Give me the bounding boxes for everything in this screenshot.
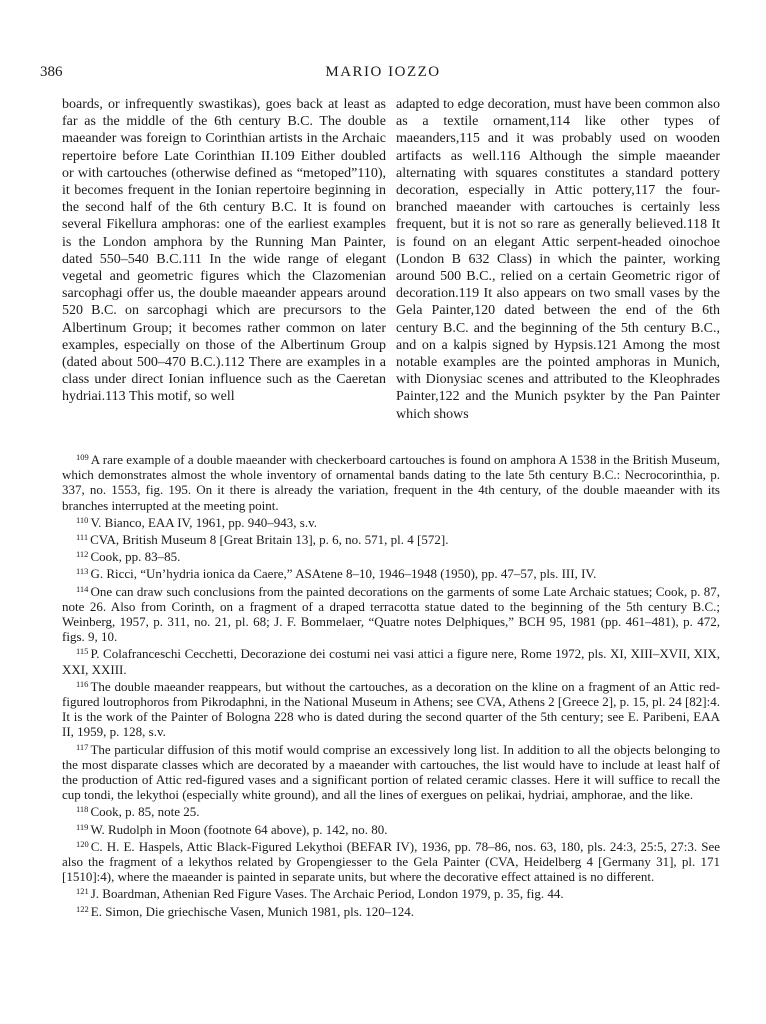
footnote-text: One can draw such conclusions from the painted decorations on the garments of some Late Archaic statues; Cook, p. 87, note 26. Also from Corinth, on a fragment of a draped terracotta statue dated to the beginning of the 5th century B.C.; Weinberg, 1957, p. 311, no. 21, pl. 68; J. F. Bommelaer, “Quatre notes Delphiques,” BCH 95, 1981 (pp. 461–481), p. 472, figs. 9, 10. xyxy=(62,583,720,645)
footnote xyxy=(62,532,720,547)
footnote xyxy=(62,584,720,645)
footnote-text: V. Bianco, EAA IV, 1961, pp. 940–943, s.v. xyxy=(90,514,317,530)
footnote-number: 109 xyxy=(76,452,89,462)
footnote-number: 118 xyxy=(76,804,89,815)
body-column-right: adapted to edge decoration, must have been common also as a textile ornament,114 like other types of maeanders,115 and it was probably used on wooden artifacts as well.116 Although the simple maeander alternating with squares constitutes a standard pottery decoration, especially in Attic pottery,117 the four-branched maeander with cartouches is certainly less frequent, but it is not so rare as generally believed.118 It is found on an elegant Attic serpent-headed oinochoe (London B 632 Class) in which the painter, working around 500 B.C., relied on a certain Geometric rigor of decoration.119 It also appears on two small vases by the Gela Painter,120 dated between the end of the 6th century B.C. and the beginning of the 5th century B.C., and on a kalpis signed by Hypsis.121 Among the most notable examples are the pointed amphoras in Munich, with Dionysiac scenes and attributed to the Kleophrades Painter,122 and the Munich psykter by the Pan Painter which shows xyxy=(396,97,720,422)
footnote-number: 119 xyxy=(76,821,89,832)
footnote-number: 112 xyxy=(76,549,89,560)
footnote xyxy=(62,549,720,564)
body-column-left: boards, or infrequently swastikas), goes back at least as far as the middle of the 6th century B.C. The double maeander was foreign to Corinthian artists in the Archaic repertoire before Late Corinthian II.109 Either doubled or with cartouches (otherwise defined as “metoped”110), it becomes frequent in the Ionian repertoire beginning in the second half of the 6th century B.C. It is found on several Fikellura amphoras: one of the earliest examples is the London amphora by the Running Man Painter, dated 550–540 B.C.111 In the wide range of elegant vegetal and geometric figures which the Clazomenian sarcophagi offer us, the double maeander appears around 520 B.C. on sarcophagi which are precursors to the Albertinum Group; it becomes rather common on later examples, especially on those of the Albertinum Group (dated about 500–470 B.C.).112 There are examples in a class under direct Ionian influence such as the Caeretan hydriai.113 This motif, so well xyxy=(62,97,386,405)
footnote-text: W. Rudolph in Moon (footnote 64 above), p. 142, no. 80. xyxy=(90,821,388,837)
footnote-text: G. Ricci, “Un’hydria ionica da Caere,” ASAtene 8–10, 1946–1948 (1950), pp. 47–57, pls. III, IV. xyxy=(90,566,597,582)
footnote-number: 116 xyxy=(76,678,89,689)
footnote-text: The particular diffusion of this motif would comprise an excessively long list. In addition to all the objects belonging to the most disparate classes which are decorated by a maeander with cartouches, the list would have to include at least half of the production of Attic red-figured vases and a significant portion of related ceramic classes. Here it will suffice to recall the cup tondi, the lekythoi (especially white ground), and all the lines of exergues on pelikai, hydriai, amphorae, and the like. xyxy=(62,741,720,803)
running-head: MARIO IOZZO xyxy=(325,64,441,80)
footnote xyxy=(62,804,720,819)
footnote-number: 114 xyxy=(76,583,89,594)
page-number: 386 xyxy=(40,64,63,80)
footnote-text: A rare example of a double maeander with checkerboard cartouches is found on amphora A 1538 in the British Museum, which demonstrates almost the whole inventory of ornamental bands dating to the late 5th century B.C.: Necrocorinthia, p. 337, no. 1553, fig. 195. On it there is already the variation, frequent in the 4th century, of the double maeander with its branches interrupted at the meeting point. xyxy=(62,452,720,513)
footnotes xyxy=(62,452,720,921)
footnote xyxy=(62,904,720,919)
footnote xyxy=(62,566,720,581)
footnote-number: 110 xyxy=(76,514,89,525)
footnote xyxy=(62,679,720,740)
footnote-text: E. Simon, Die griechische Vasen, Munich 1981, pls. 120–124. xyxy=(90,903,415,919)
footnote xyxy=(62,822,720,837)
footnote xyxy=(62,452,720,513)
footnote xyxy=(62,886,720,901)
footnote xyxy=(62,515,720,530)
footnote-text: C. H. E. Haspels, Attic Black-Figured Lekythoi (BEFAR IV), 1936, pp. 78–86, nos. 63, 180, pls. 24:3, 25:5, 27:3. See also the fragment of a lekythos related by Gropengiesser to the Gela Painter (CVA, Heidelberg 4 [Germany 31], pl. 171 [1510]:4), where the maeander is painted in separate units, but where the decorative effect attained is no different. xyxy=(62,838,720,885)
footnote xyxy=(62,742,720,803)
footnote-number: 122 xyxy=(76,903,89,914)
page-header xyxy=(40,64,726,86)
footnote-text: Cook, pp. 83–85. xyxy=(90,549,181,565)
footnote-number: 111 xyxy=(76,532,89,543)
footnote-text: CVA, British Museum 8 [Great Britain 13], p. 6, no. 571, pl. 4 [572]. xyxy=(90,532,449,548)
footnote xyxy=(62,646,720,676)
footnote-number: 120 xyxy=(76,838,89,849)
footnote-number: 113 xyxy=(76,566,89,577)
footnote-number: 117 xyxy=(76,741,89,752)
footnote-text: J. Boardman, Athenian Red Figure Vases. The Archaic Period, London 1979, p. 35, fig. 44. xyxy=(90,886,564,902)
footnote-text: Cook, p. 85, note 25. xyxy=(90,804,200,820)
footnote-number: 121 xyxy=(76,886,89,897)
footnote-number: 115 xyxy=(76,646,89,657)
footnote-text: P. Colafranceschi Cecchetti, Decorazione dei costumi nei vasi attici a figure nere, Rome 1972, pls. XI, XIII–XVII, XIX, XXI, XXIII. xyxy=(62,646,720,677)
footnote-text: The double maeander reappears, but without the cartouches, as a decoration on the kline on a fragment of an Attic red-figured loutrophoros from Pikrodaphni, in the National Museum in Athens; see CVA, Athens 2 [Greece 2], p. 15, pl. 24 [82]:4. It is the work of the Painter of Bologna 228 who is dated during the second quarter of the 5th century; see E. Paribeni, EAA II, 1959, p. 128, s.v. xyxy=(62,678,720,740)
footnote xyxy=(62,839,720,885)
